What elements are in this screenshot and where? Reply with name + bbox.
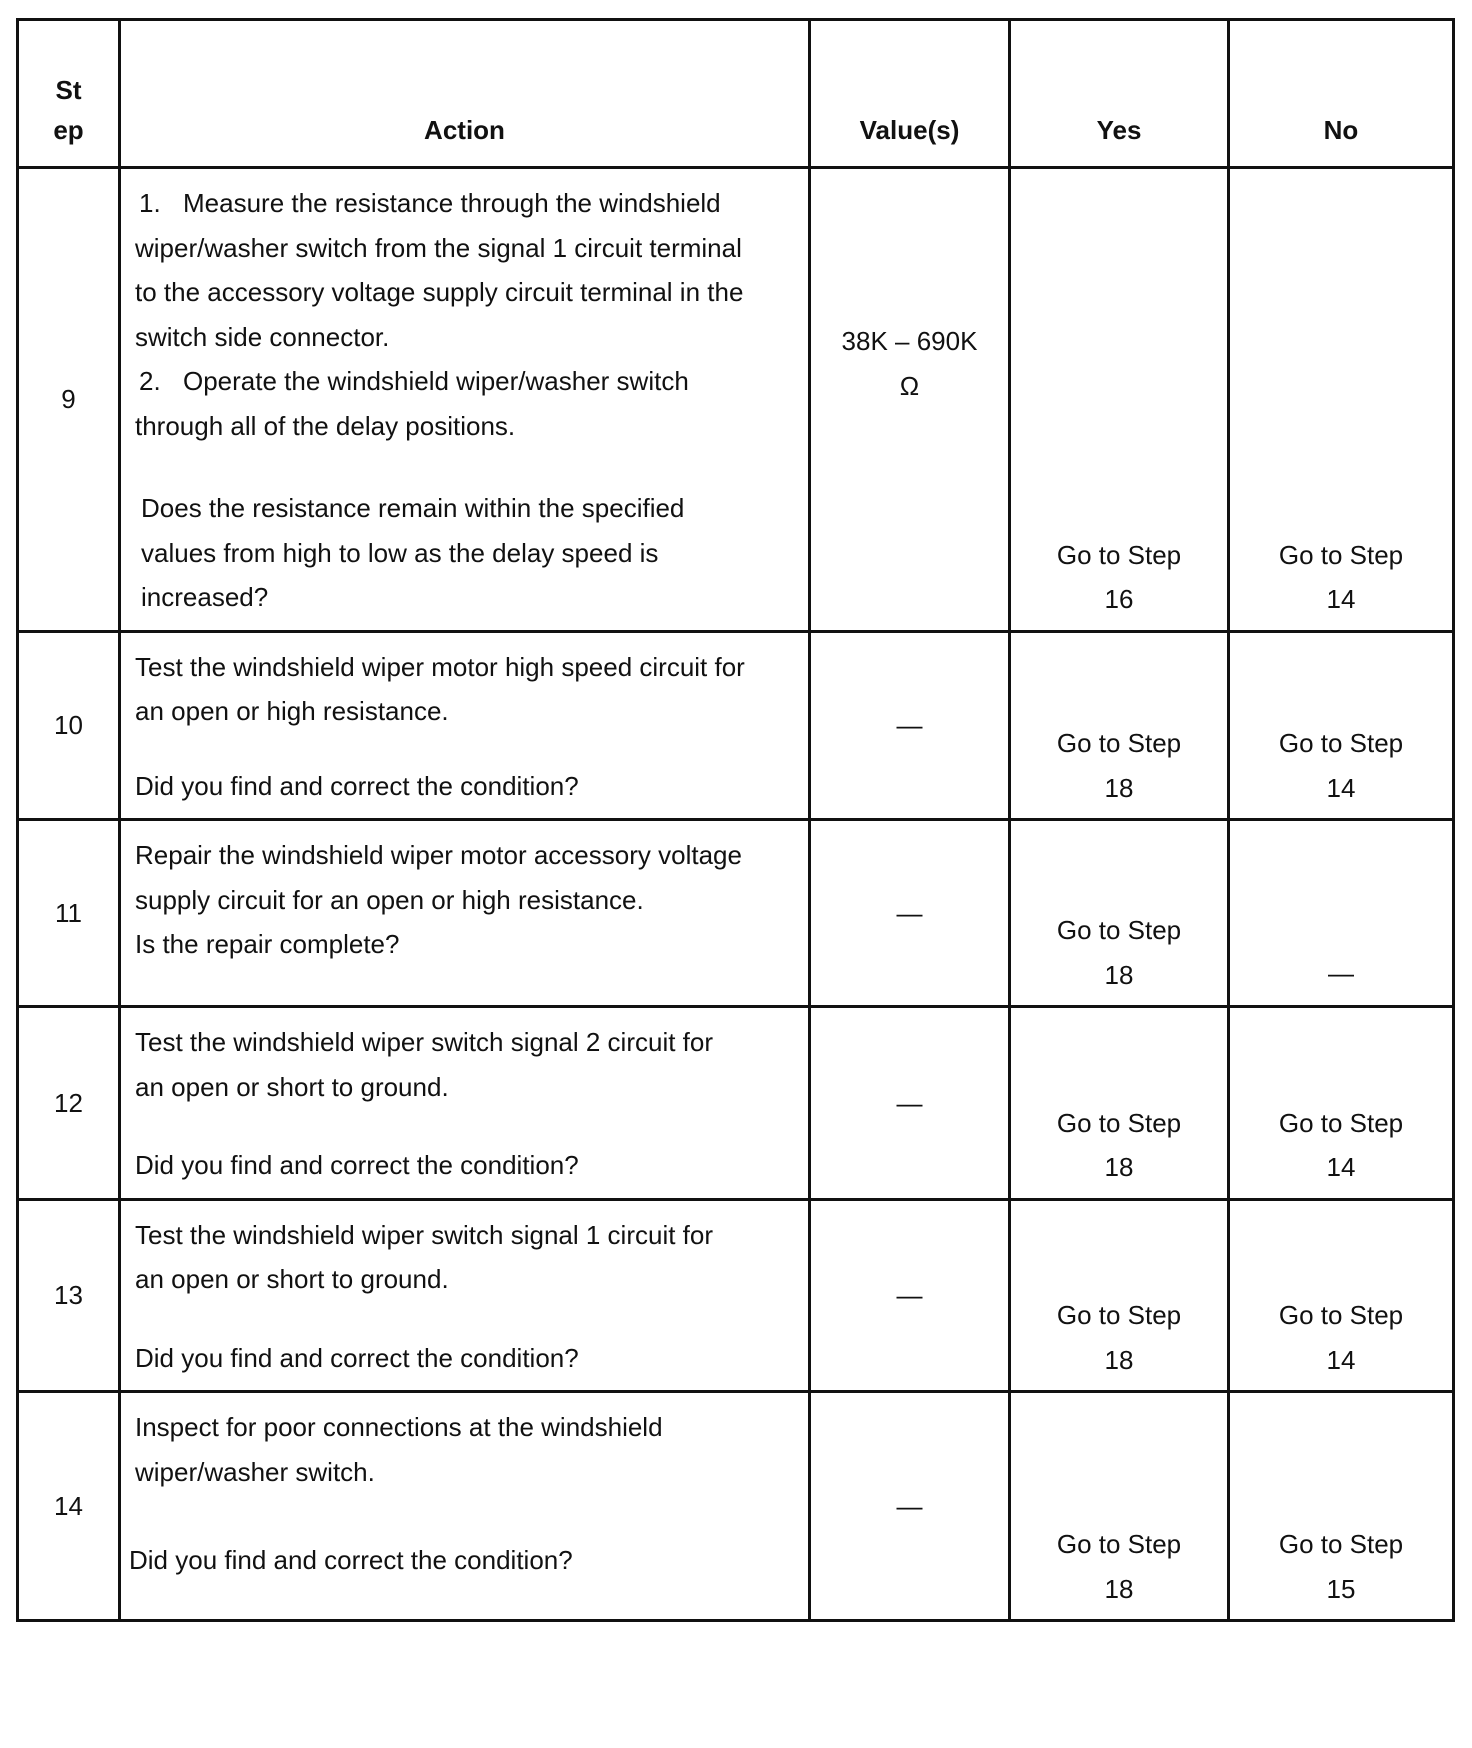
header-row (18, 20, 1454, 168)
action-list-item (135, 181, 748, 359)
action-cell (120, 168, 810, 632)
spacer (135, 1109, 748, 1143)
yes-cell: Go to Step 18 (1010, 820, 1229, 1007)
action-question: Is the repair complete? (135, 929, 400, 959)
action-text: Test the windshield wiper motor high speed circuit for an open or high resistance. (135, 651, 745, 726)
spacer (135, 448, 748, 486)
action-question: Did you find and correct the condition? (135, 770, 579, 801)
table-row (18, 1199, 1454, 1392)
spacer (135, 1494, 748, 1538)
action-text: Test the windshield wiper switch signal 1 circuit for an open or short to ground. (135, 1219, 714, 1294)
list-number: 1. (139, 188, 161, 218)
action-text: Repair the windshield wiper motor accessory voltage supply circuit for an open or high resistance. (135, 840, 742, 915)
yes-cell: Go to Step 16 (1010, 168, 1229, 632)
action-cell (120, 1392, 810, 1621)
value-cell: — (810, 820, 1010, 1007)
no-cell: Go to Step 15 (1229, 1392, 1454, 1621)
no-cell: Go to Step 14 (1229, 168, 1454, 632)
action-text: Inspect for poor connections at the windshield wiper/washer switch. (135, 1412, 663, 1487)
header-yes: Yes (1010, 20, 1229, 168)
header-values: Value(s) (810, 20, 1010, 168)
action-question: Did you find and correct the condition? (129, 1545, 573, 1575)
step-number: 14 (18, 1392, 120, 1621)
list-number: 2. (139, 366, 161, 396)
step-number: 13 (18, 1199, 120, 1392)
value-text: 38K – 690K Ω (841, 326, 978, 401)
value-cell: — (810, 631, 1010, 820)
action-cell (120, 820, 810, 1007)
step-number: 12 (18, 1007, 120, 1200)
yes-cell: Go to Step 18 (1010, 1007, 1229, 1200)
value-cell (810, 168, 1010, 632)
action-cell (120, 631, 810, 820)
header-action: Action (120, 20, 810, 168)
no-cell: Go to Step 14 (1229, 631, 1454, 820)
table-row (18, 1392, 1454, 1621)
action-text: Measure the resistance through the windshield wiper/washer switch from the signal 1 circuit terminal to the accessory voltage supply circuit terminal in the switch side connector. (135, 188, 744, 352)
action-question: Did you find and correct the condition? (135, 1342, 579, 1373)
table-row (18, 1007, 1454, 1200)
step-number: 11 (18, 820, 120, 1007)
yes-cell: Go to Step 18 (1010, 1199, 1229, 1392)
yes-cell: Go to Step 18 (1010, 1392, 1229, 1621)
action-question: Did you find and correct the condition? (135, 1150, 579, 1180)
action-question: Does the resistance remain within the specified values from high to low as the delay speed is increased? (141, 493, 685, 612)
value-cell: — (810, 1007, 1010, 1200)
action-cell (120, 1199, 810, 1392)
action-cell (120, 1007, 810, 1200)
table-row (18, 168, 1454, 632)
yes-cell: Go to Step 18 (1010, 631, 1229, 820)
step-number: 10 (18, 631, 120, 820)
table-row (18, 631, 1454, 820)
no-cell: — (1229, 820, 1454, 1007)
diagnostic-table (16, 18, 1455, 1622)
step-number: 9 (18, 168, 120, 632)
spacer (135, 1302, 748, 1336)
no-cell: Go to Step 14 (1229, 1199, 1454, 1392)
value-cell: — (810, 1199, 1010, 1392)
action-text: Operate the windshield wiper/washer switch through all of the delay positions. (135, 366, 689, 441)
table-row (18, 820, 1454, 1007)
action-text: Test the windshield wiper switch signal 2 circuit for an open or short to ground. (135, 1027, 714, 1102)
no-cell: Go to Step 14 (1229, 1007, 1454, 1200)
header-step: St ep (18, 20, 120, 168)
header-no: No (1229, 20, 1454, 168)
spacer (135, 734, 748, 764)
value-cell: — (810, 1392, 1010, 1621)
action-list-item (135, 359, 748, 448)
